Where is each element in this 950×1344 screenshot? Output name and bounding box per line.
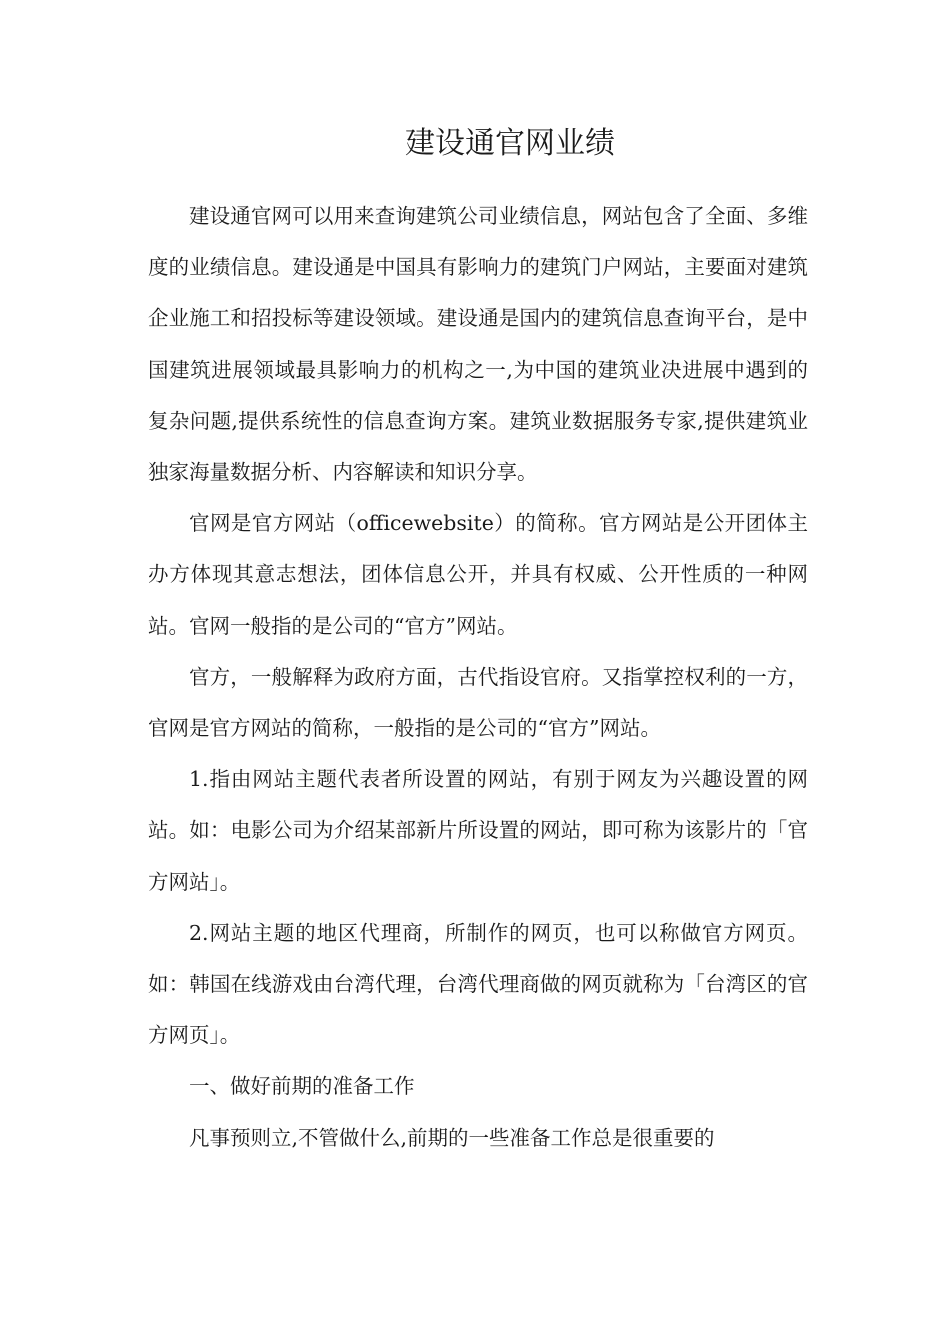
paragraph-point-2: 2.网站主题的地区代理商，所制作的网页，也可以称做官方网页。如：韩国在线游戏由台湾代理，台湾代理商做的网页就称为「台湾区的官方网页」。 bbox=[148, 920, 808, 1048]
paragraph-official-website: 官网是官方网站（officewebsite）的简称。官方网站是公开团体主办方体现其意志想法，团体信息公开，并具有权威、公开性质的一种网站。官网一般指的是公司的“官方”网站。 bbox=[148, 511, 808, 638]
paragraph-intro: 建设通官网可以用来查询建筑公司业绩信息，网站包含了全面、多维度的业绩信息。建设通是中国具有影响力的建筑门户网站，主要面对建筑企业施工和招投标等建设领域。建设通是国内的建筑信息查询平台，是中国建筑进展领域最具影响力的机构之一,为中国的建筑业决进展中遇到的复杂问题,提供系统性的信息查询方案。建筑业数据服务专家,提供建筑业独家海量数据分析、内容解读和知识分享。 bbox=[148, 204, 808, 485]
paragraph-official-meaning: 官方，一般解释为政府方面，古代指设官府。又指掌控权利的一方，官网是官方网站的简称，一般指的是公司的“官方”网站。 bbox=[148, 664, 808, 741]
paragraph-preparation: 凡事预则立,不管做什么,前期的一些准备工作总是很重要的 bbox=[189, 1125, 715, 1150]
section-heading-preparation: 一、做好前期的准备工作 bbox=[189, 1074, 415, 1099]
document-body bbox=[148, 191, 808, 1164]
paragraph-point-1: 1.指由网站主题代表者所设置的网站，有别于网友为兴趣设置的网站。如：电影公司为介绍某部新片所设置的网站，即可称为该影片的「官方网站」。 bbox=[148, 767, 808, 894]
document-title: 建设通官网业绩 bbox=[405, 126, 615, 161]
